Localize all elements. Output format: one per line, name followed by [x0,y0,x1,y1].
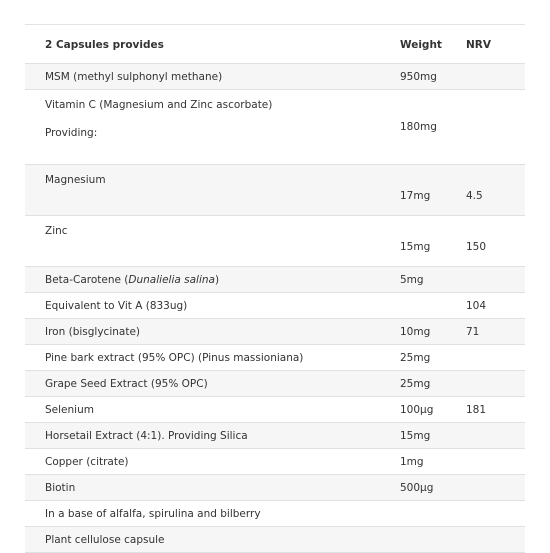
table-row [25,165,525,216]
header-weight: Weight [380,25,446,64]
row-weight [380,501,446,527]
table-row [25,64,525,90]
row-name: Selenium [25,397,380,423]
row-name-tail: ) [214,273,220,286]
table-row [25,90,525,165]
row-name: Plant cellulose capsule [25,527,380,553]
row-weight: 15mg [380,216,446,267]
row-weight [380,293,446,319]
row-nrv: 4.5 [446,165,525,216]
table-row [25,449,525,475]
table-header-row [25,25,525,64]
row-weight: 100µg [380,397,446,423]
row-weight: 500µg [380,475,446,501]
row-name: Magnesium [25,165,380,216]
row-name: Horsetail Extract (4:1). Providing Silica [25,423,380,449]
table-row [25,475,525,501]
row-nrv [446,501,525,527]
row-weight: 25mg [380,371,446,397]
nutrition-table-container [25,24,525,553]
row-weight: 1mg [380,449,446,475]
row-nrv: 181 [446,397,525,423]
row-name-line1: Vitamin C (Magnesium and Zinc ascorbate) [45,99,273,111]
table-row [25,527,525,553]
row-weight: 15mg [380,423,446,449]
row-name: MSM (methyl sulphonyl methane) [25,64,380,90]
table-row [25,345,525,371]
row-nrv [446,527,525,553]
row-nrv [446,423,525,449]
header-name: 2 Capsules provides [25,25,380,64]
row-weight: 950mg [380,64,446,90]
row-name: In a base of alfalfa, spirulina and bilberry [25,501,380,527]
table-row [25,501,525,527]
row-weight: 25mg [380,345,446,371]
header-nrv: NRV [446,25,525,64]
row-weight: 10mg [380,319,446,345]
row-name: Copper (citrate) [25,449,380,475]
row-nrv: 150 [446,216,525,267]
row-name-line2: Providing: [45,127,98,139]
table-row [25,371,525,397]
row-name: Iron (bisglycinate) [25,319,380,345]
row-nrv [446,475,525,501]
row-name-italic: Dunalielia salina [128,273,215,286]
table-row [25,397,525,423]
row-name: Grape Seed Extract (95% OPC) [25,371,380,397]
row-name: Biotin [25,475,380,501]
table-row [25,267,525,293]
row-weight: 17mg [380,165,446,216]
row-name: Pine bark extract (95% OPC) (Pinus massioniana) [25,345,380,371]
nutrition-table [25,25,525,553]
row-nrv: 71 [446,319,525,345]
table-row [25,293,525,319]
row-nrv [446,267,525,293]
row-name: Zinc [25,216,380,267]
row-nrv: 104 [446,293,525,319]
table-row [25,423,525,449]
row-name-part: Beta-Carotene ( [45,273,129,286]
row-nrv [446,90,525,165]
row-weight [380,527,446,553]
row-nrv [446,371,525,397]
row-name [25,90,380,165]
row-nrv [446,64,525,90]
row-name [25,267,380,293]
row-name: Equivalent to Vit A (833ug) [25,293,380,319]
table-row [25,319,525,345]
table-row [25,216,525,267]
row-nrv [446,449,525,475]
row-nrv [446,345,525,371]
row-weight: 5mg [380,267,446,293]
row-weight: 180mg [380,90,446,165]
